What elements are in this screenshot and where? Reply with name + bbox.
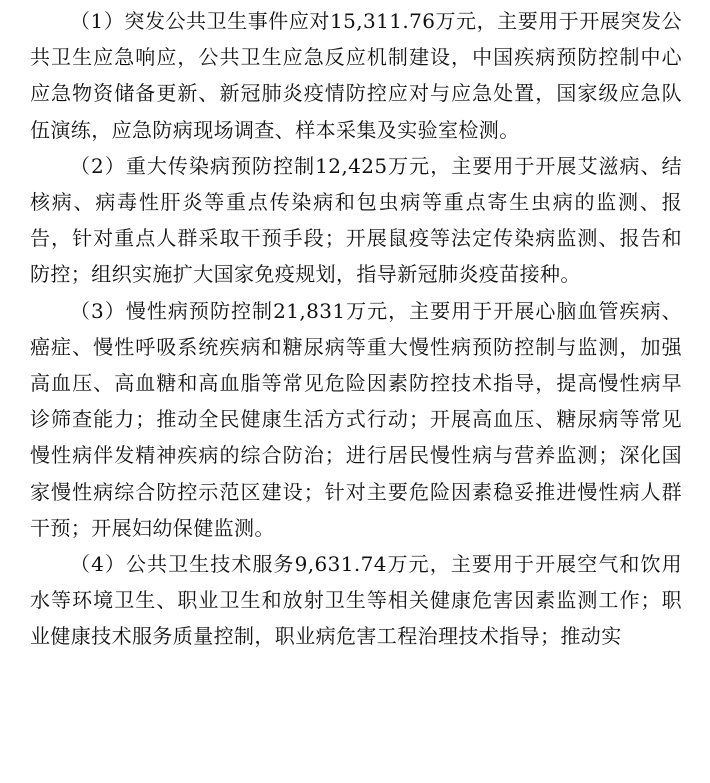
paragraph-chronic-disease: （3）慢性病预防控制21,831万元，主要用于开展心脑血管疾病、癌症、慢性呼吸系统疾病和糖尿病等重大慢性病预防控制与监测，加强高血压、高血糖和高血脂等常见危险因素防控技术指导，提高慢性病早诊筛查能力；推动全民健康生活方式行动；开展高血压、糖尿病等常见慢性病伴发精神疾病的综合防治；进行居民慢性病与营养监测；深化国家慢性病综合防控示范区建设；针对主要危险因素稳妥推进慢性病人群干预；开展妇幼保健监测。	[30, 298, 682, 540]
paragraph-emergency-response: （1）突发公共卫生事件应对15,311.76万元，主要用于开展突发公共卫生应急响应，公共卫生应急反应机制建设，中国疾病预防控制中心应急物资储备更新、新冠肺炎疫情防控应对与应急处置，国家级应急队伍演练，应急防病现场调查、样本采集及实验室检测。	[30, 9, 682, 142]
paragraph-public-health-services: （4）公共卫生技术服务9,631.74万元，主要用于开展空气和饮用水等环境卫生、职业卫生和放射卫生等相关健康危害因素监测工作；职业健康技术服务质量控制，职业病危害工程治理技术指导；推动实	[30, 552, 682, 649]
paragraph-infectious-disease: （2）重大传染病预防控制12,425万元，主要用于开展艾滋病、结核病、病毒性肝炎等重点传染病和包虫病等重点寄生虫病的监测、报告，针对重点人群采取干预手段；开展鼠疫等法定传染病监测、报告和防控；组织实施扩大国家免疫规划，指导新冠肺炎疫苗接种。	[30, 153, 682, 287]
